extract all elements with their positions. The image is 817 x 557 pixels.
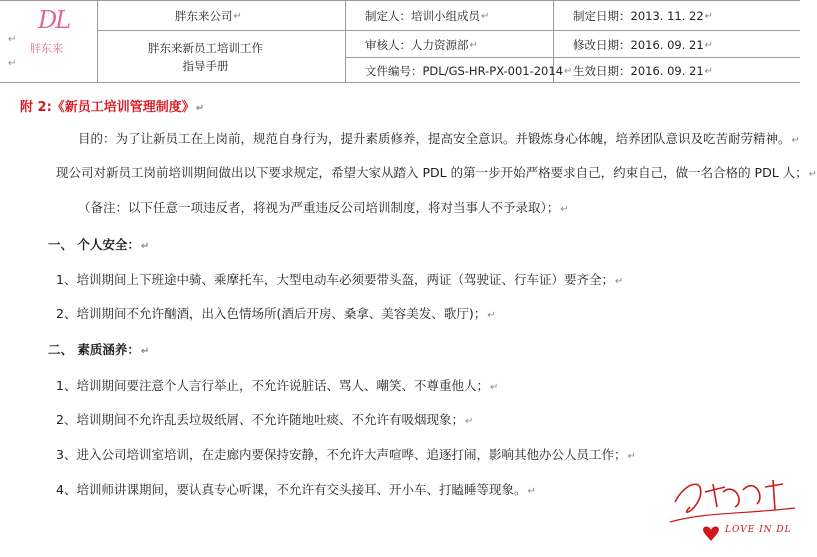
reviewer-cell: 审核人：人力资源部 ↵ bbox=[365, 38, 478, 52]
header-row-divider-2 bbox=[345, 57, 800, 58]
section-title: 附 2:《新员工培训管理制度》↵ bbox=[20, 100, 205, 115]
list-item: 2、培训期间不允许乱丢垃圾纸屑、不允许随地吐痰、不允许有吸烟现象；↵ bbox=[56, 412, 474, 427]
heart-icon bbox=[703, 527, 719, 541]
header-border-top bbox=[0, 0, 800, 1]
effective-date-cell: 生效日期：2016. 09. 21 ↵ bbox=[573, 64, 714, 78]
author-cell: 制定人：培训小组成员 ↵ bbox=[365, 9, 490, 23]
signature-stamp bbox=[665, 462, 800, 553]
logo-name: 胖东来 bbox=[30, 42, 63, 55]
header-border-bottom bbox=[0, 82, 800, 83]
list-item: 4、培训师讲课期间，要认真专心听课，不允许有交头接耳、开小车、打瞌睡等现象。↵ bbox=[56, 482, 536, 497]
reviewer: 审核人：人力资源部 bbox=[365, 38, 469, 52]
list-item: 1、培训期间要注意个人言行举止，不允许说脏话、骂人、嘲笑、不尊重他人；↵ bbox=[56, 378, 499, 393]
header-col-divider-1 bbox=[97, 0, 98, 83]
effective-date: 生效日期：2016. 09. 21 bbox=[573, 64, 704, 78]
logo-mark: DL bbox=[38, 6, 70, 34]
note-paragraph: （备注：以下任意一项违反者，将视为严重违反公司培训制度，将对当事人不予录取）；↵ bbox=[78, 200, 569, 215]
signature-graphic bbox=[665, 462, 800, 553]
header-col-divider-2 bbox=[345, 0, 346, 83]
modified-date: 修改日期：2016. 09. 21 bbox=[573, 38, 704, 52]
header-row-divider-1 bbox=[97, 30, 800, 31]
company-name-cell: 胖东来公司 ↵ bbox=[175, 9, 242, 23]
section-heading-safety: 一、 个人安全：↵ bbox=[48, 237, 150, 252]
paragraph-mark-icon: ↵ bbox=[8, 58, 17, 69]
section-heading-quality: 二、 素质涵养：↵ bbox=[48, 342, 150, 357]
document-header bbox=[0, 0, 800, 83]
created-date-cell: 制定日期：2013. 11. 22 ↵ bbox=[573, 9, 714, 23]
modified-date-cell: 修改日期：2016. 09. 21 ↵ bbox=[573, 38, 714, 52]
requirement-paragraph: 现公司对新员工岗前培训期间做出以下要求规定，希望大家从踏入 PDL 的第一步开始严格要求自己，约束自己，做一名合格的 PDL 人；↵ bbox=[56, 165, 817, 180]
created-date: 制定日期：2013. 11. 22 bbox=[573, 9, 704, 23]
doc-title-cell bbox=[148, 40, 263, 74]
list-item: 1、培训期间上下班途中骑、乘摩托车，大型电动车必须要带头盔，两证（驾驶证、行车证）要齐全；↵ bbox=[56, 272, 624, 287]
doc-title-line1: 胖东来新员工培训工作 bbox=[148, 41, 263, 55]
watermark-text: LOVE IN DL bbox=[725, 525, 792, 535]
doc-title-line2: 指导手册 bbox=[182, 59, 229, 73]
purpose-paragraph: 目的：为了让新员工在上岗前，规范自身行为，提升素质修养，提高安全意识。并锻炼身心体魄，培养团队意识及吃苦耐劳精神。↵ bbox=[78, 131, 800, 146]
list-item: 3、进入公司培训室培训，在走廊内要保持安静，不允许大声喧哗、追逐打闹，影响其他办公人员工作；↵ bbox=[56, 447, 636, 462]
author: 制定人：培训小组成员 bbox=[365, 9, 480, 23]
list-item: 2、培训期间不允许酗酒，出入色情场所(酒后开房、桑拿、美容美发、歌厅)；↵ bbox=[56, 306, 496, 321]
paragraph-mark-icon: ↵ bbox=[8, 34, 17, 45]
doc-number: 文件编号：PDL/GS-HR-PX-001-2014 bbox=[365, 64, 564, 78]
doc-number-cell: 文件编号：PDL/GS-HR-PX-001-2014 ↵ bbox=[365, 64, 573, 78]
company-name: 胖东来公司 bbox=[175, 9, 233, 23]
